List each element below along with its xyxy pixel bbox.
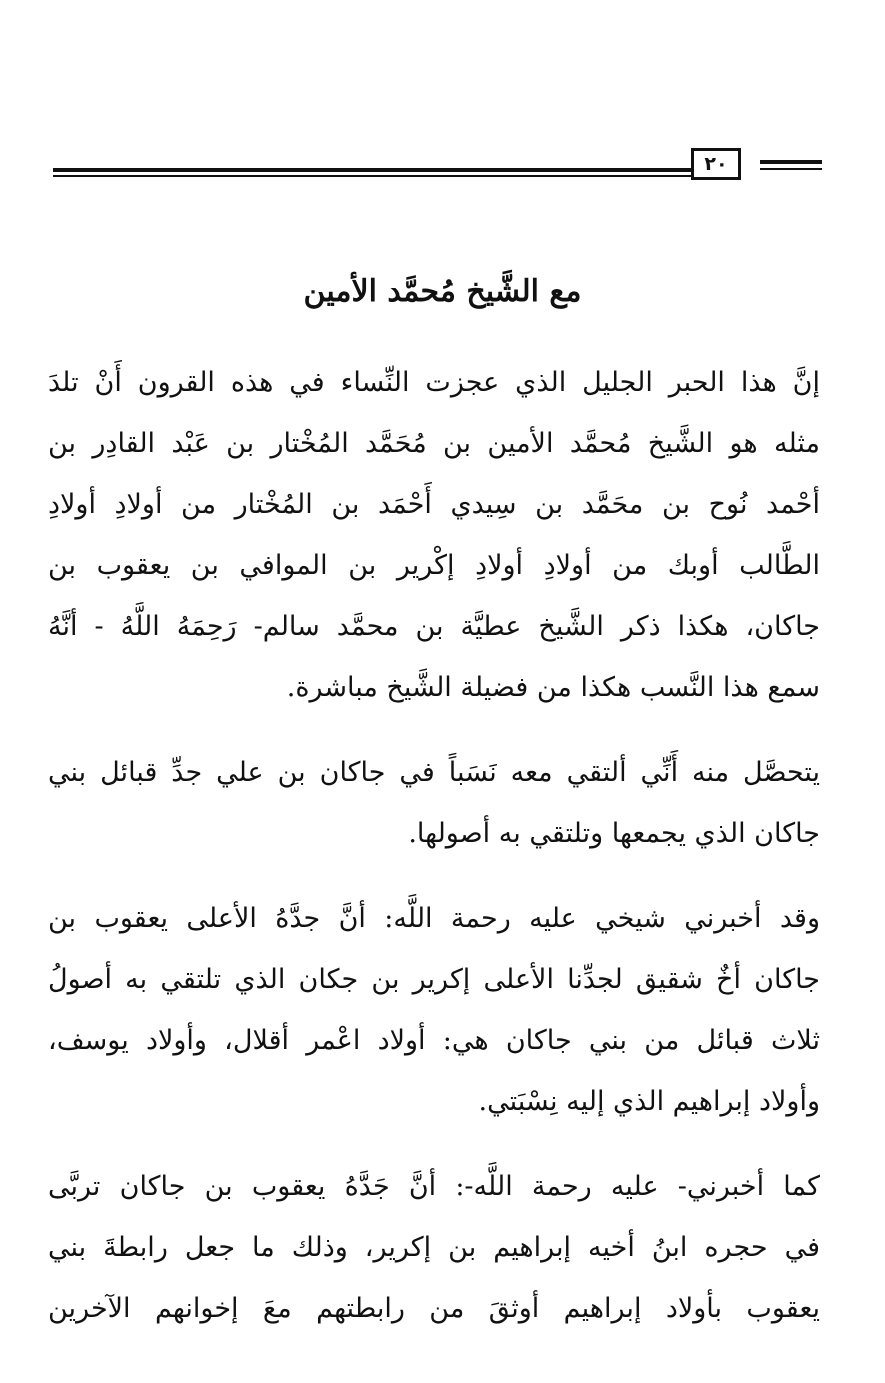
text-line: مثله هو الشَّيخ مُحمَّد الأمين بن مُحَمَّد المُخْتار بن عَبْد القادِر بن — [48, 428, 820, 459]
text-line: جاكان، هكذا ذكر الشَّيخ عطيَّة بن محمَّد سالم- رَحِمَهُ اللَّهُ - أنَّهُ — [48, 611, 820, 642]
text-line: وقد أخبرني شيخي عليه رحمة اللَّه: أنَّ جدَّهُ الأعلى يعقوب بن — [48, 903, 820, 934]
text-line: إنَّ هذا الحبر الجليل الذي عجزت النِّساء في هذه القرون أَنْ تلدَ — [48, 367, 820, 398]
text-line: الطَّالب أوبك من أولادِ أولادِ إكْرير بن الموافي بن يعقوب بن — [48, 550, 820, 581]
text-line: في حجره ابنُ أخيه إبراهيم بن إكرير، وذلك ما جعل رابطةَ بني — [48, 1232, 820, 1263]
text-line: ثلاث قبائل من بني جاكان هي: أولاد اعْمر أقلال، وأولاد يوسف، — [48, 1025, 820, 1056]
paragraph — [48, 888, 820, 1132]
body-text — [48, 352, 820, 1363]
paragraph — [48, 1156, 820, 1339]
page-header — [50, 148, 824, 184]
page-number: ٢٠ — [691, 148, 741, 180]
text-line: كما أخبرني- عليه رحمة اللَّه-: أنَّ جَدَّهُ يعقوب بن جاكان تربَّى — [48, 1171, 820, 1202]
text-line: يتحصَّل منه أَنِّي ألتقي معه نَسَباً في جاكان بن علي جدِّ قبائل بني — [48, 757, 820, 788]
header-rule-left — [53, 168, 725, 177]
text-line: جاكان أخٌ شقيق لجدِّنا الأعلى إكرير بن جكان الذي تلتقي به أصولُ — [48, 964, 820, 995]
text-line: يعقوب بأولاد إبراهيم أوثقَ من رابطتهم معَ إخوانهم الآخرين — [48, 1293, 820, 1324]
section-title: مع الشَّيخ مُحمَّد الأمين — [303, 274, 582, 309]
paragraph — [48, 742, 820, 864]
text-line: جاكان الذي يجمعها وتلتقي به أصولها. — [408, 818, 820, 849]
text-line: سمع هذا النَّسب هكذا من فضيلة الشَّيخ مباشرة. — [286, 672, 820, 703]
text-line: وأولاد إبراهيم الذي إليه نِسْبَتي. — [478, 1086, 820, 1117]
text-line: أحْمد نُوح بن محَمَّد بن سِيدي أَحْمَد بن المُخْتار من أولادِ أولادِ — [48, 489, 820, 520]
paragraph — [48, 352, 820, 718]
header-rule-right — [760, 160, 822, 172]
